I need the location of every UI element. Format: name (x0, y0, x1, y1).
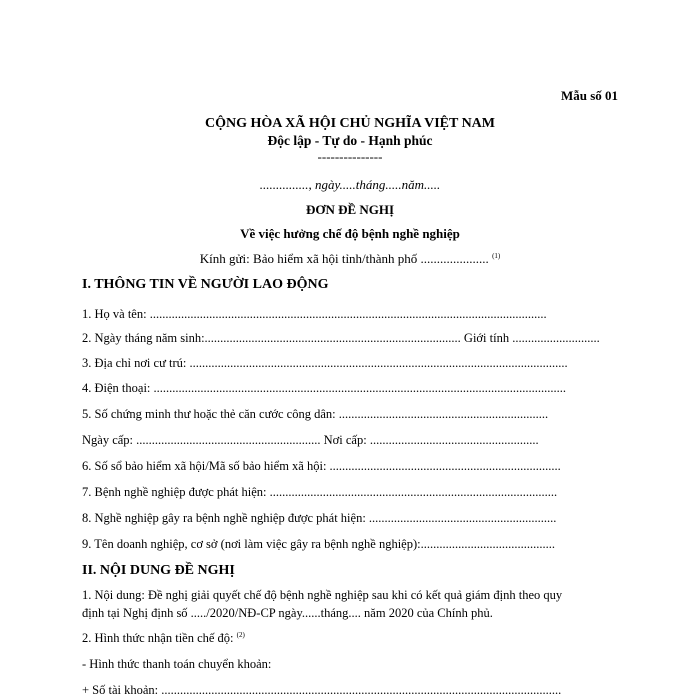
recipient-footnote-marker: (1) (492, 252, 501, 260)
field-issue-date-place: Ngày cấp: ........................................................... Nơi cấp: ...................................................... (82, 433, 539, 447)
request-content-line-1: 1. Nội dung: Đề nghị giải quyết chế độ bệnh nghề nghiệp sau khi có kết quả giám định theo quy (82, 588, 563, 602)
field-id-number: 5. Số chứng minh thư hoặc thẻ căn cước công dân: ................................................................... (82, 407, 549, 421)
field-full-name: 1. Họ và tên: ............................................................................................................................... (82, 307, 547, 321)
field-causing-occupation: 8. Nghề nghiệp gây ra bệnh nghề nghiệp được phát hiện: ............................................................ (82, 511, 557, 525)
field-social-insurance-number: 6. Số sổ bảo hiểm xã hội/Mã số bảo hiểm xã hội: .......................................................................... (82, 459, 561, 473)
field-occupational-disease: 7. Bệnh nghề nghiệp được phát hiện: ............................................................................................ (82, 485, 558, 499)
form-title: ĐƠN ĐỀ NGHỊ (305, 202, 395, 217)
recipient-text: Kính gửi: Bảo hiểm xã hội tỉnh/thành phố ..................... (199, 251, 489, 266)
payment-method-line (82, 631, 245, 646)
payment-method-text: 2. Hình thức nhận tiền chế độ: (82, 631, 234, 645)
request-content-line-2: định tại Nghị định số ...../2020/NĐ-CP ngày......tháng.... năm 2020 của Chính phủ. (82, 606, 493, 620)
national-motto: Độc lập - Tự do - Hạnh phúc (267, 133, 433, 148)
form-number: Mẫu số 01 (560, 88, 618, 103)
field-phone: 4. Điện thoại: .................................................................................................................................... (82, 381, 567, 395)
bank-account-line: + Số tài khoản: ................................................................................................................................ (82, 683, 562, 697)
field-birth-date-gender: 2. Ngày tháng năm sinh:.................................................................................. Giới tính ............................ (82, 331, 600, 345)
section-1-heading: I. THÔNG TIN VỀ NGƯỜI LAO ĐỘNG (82, 277, 329, 292)
field-enterprise-name: 9. Tên doanh nghiệp, cơ sở (nơi làm việc gây ra bệnh nghề nghiệp):........................................... (82, 537, 555, 551)
transfer-method-line: - Hình thức thanh toán chuyển khoản: (82, 657, 272, 671)
national-title: CỘNG HÒA XÃ HỘI CHỦ NGHĨA VIỆT NAM (204, 116, 495, 131)
section-2-heading: II. NỘI DUNG ĐỀ NGHỊ (82, 563, 235, 578)
field-address: 3. Địa chỉ nơi cư trú: ......................................................................................................................... (82, 356, 568, 370)
date-line: ..............., ngày.....tháng.....năm..... (259, 177, 441, 192)
recipient-line (0, 251, 700, 267)
form-subtitle: Về việc hưởng chế độ bệnh nghề nghiệp (240, 226, 460, 241)
header-divider: --------------- (317, 149, 383, 164)
payment-method-footnote-marker: (2) (236, 631, 245, 639)
